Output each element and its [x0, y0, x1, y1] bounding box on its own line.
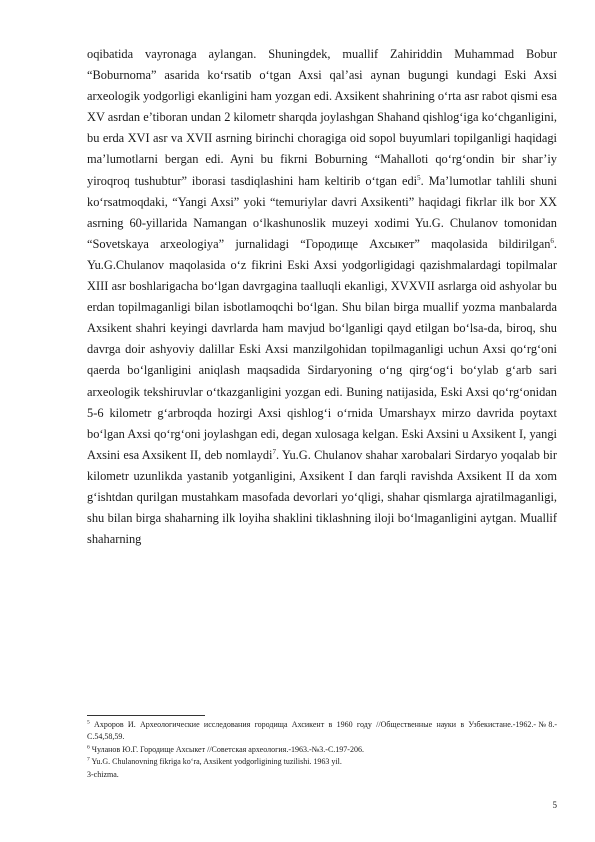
page-number: 5 — [552, 800, 557, 810]
footnote-ref-6[interactable]: 6 — [550, 236, 554, 245]
main-text — [87, 44, 557, 550]
footnote-number: 7 — [87, 756, 90, 763]
text-segment: . Yu.G.Chulanov maqolasida o‘z fikrini Eski Axsi yodgorligidagi qazishmalardagi topilmalar XIII asr boshlarigacha bo‘lgan davrgagina taalluqli ekanligi, XVXVII asrlarga oid ashyolar bu erdan topilmaganligi bilan isbotlamoqchi bo‘lgan. Shu bilan birga muallif yozma manbalarda Axsikent shahri keyingi davrlarda ham mavjud bo‘lganligi qayd etilgan bo‘lsa-da, biroq, shu davrga doir ashyoviy dalillar Eski Axsi manzilgohidan topilmaganligi uchun Axsi qo‘rg‘oni qaerda bo‘lganligini aniqlash maqsadida Sirdaryoning o‘ng qirg‘og‘i bo‘ylab g‘arb sari arxeologik tekshiruvlar o‘tkazganligini yozgan edi. Buning natijasida, Eski Axsi qo‘rg‘onidan 5-6 kilometr g‘arbroqda hozirgi Axsi qishlog‘i o‘rnida Umarshayx mirzo davrida poytaxt bo‘lgan Axsi qo‘rg‘oni joylashgan edi, degan xulosaga kelgan. Eski Axsini u Axsikent I, yangi Axsini esa Axsikent II, deb nomlaydi — [87, 236, 557, 462]
footnote-7 — [87, 756, 557, 768]
footnote-ref-5[interactable]: 5 — [417, 173, 421, 182]
footnote-divider — [87, 715, 205, 716]
footnote-text: Yu.G. Chulanovning fikriga ko‘ra, Axsikent yodgorligining tuzilishi. 1963 yil. — [89, 757, 342, 767]
footnote-text: Ахроров И. Археологические исследования городища Ахсикент в 1960 году //Общественные науки в Узбекистане.-1962.-№8.-С.54,58,59. — [87, 720, 557, 742]
footnote-continuation: 3-chizma. — [87, 769, 119, 779]
footnote-5 — [87, 719, 557, 744]
footnotes — [87, 719, 557, 781]
body-paragraph — [87, 44, 557, 550]
footnote-text: Чуланов Ю.Г. Городище Ахсыкет //Советская археология.-1963.-№3.-С.197-206. — [89, 744, 364, 754]
text-segment: . Yu.G. Chulanov shahar xarobalari Sirdaryo yoqalab bir kilometr uzunlikda yastanib yotganligini, Axsikent I dan farqli ravishda Axsikent II da xom g‘ishtdan qurilgan mustahkam masofada devorlari yo‘qligi, shahar qismlarga ajratilmaganligi, shu bilan birga shaharning ilk loyiha shaklini tiklashning iloji bo‘lmaganligini aytgan. Muallif shaharning — [87, 447, 557, 547]
footnote-number: 5 — [87, 719, 90, 726]
footnote-ref-7[interactable]: 7 — [272, 447, 276, 456]
text-segment: oqibatida vayronaga aylangan. Shuningdek, muallif Zahiriddin Muhammad Bobur “Boburnoma” asarida ko‘rsatib o‘tgan Axsi qal’asi aynan bugungi kundagi Eski Axsi arxeologik yodgorligi ekanligini ham yozgan edi. Axsikent shahrining o‘rta asr rabot qismi esa XV asrdan e’tiboran undan 2 kilometr sharqda joylashgan Shahand qishlog‘iga ko‘chganligini, bu erda XVI asr va XVII asrning birinchi choragiga oid sopol buyumlari topilganligi haqidagi ma’lumotlarni bergan edi. Ayni bu fikrni Boburning “Mahalloti qo‘rg‘ondin bir shar’iy yiroqroq tushubtur” iborasi tasdiqlashini ham keltirib o‘tgan edi — [87, 47, 557, 188]
footnote-6 — [87, 744, 557, 756]
text-segment: . Ma’lumotlar tahlili shuni ko‘rsatmoqdaki, “Yangi Axsi” yoki “temuriylar davri Axsikenti” haqidagi fikrlar ilk bor XX asrning 60-yillarida Namangan o‘lkashunoslik muzeyi xodimi Yu.G. Chulanov tomonidan “Sovetskaya arxeologiya” jurnalidagi “Городище Ахсыкет” maqolasida bildirilgan — [87, 173, 558, 251]
footnote-number: 6 — [87, 744, 90, 751]
